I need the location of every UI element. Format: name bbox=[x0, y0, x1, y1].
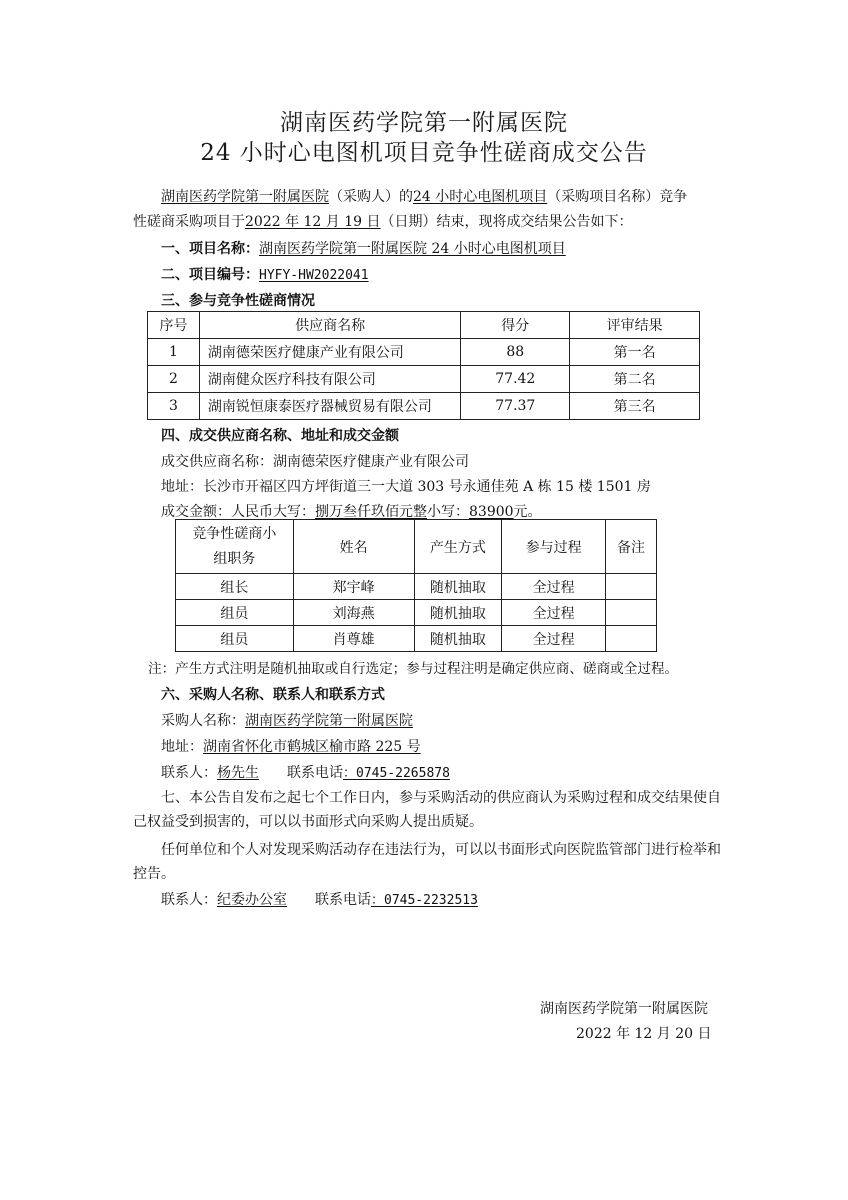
panel-role: 组长 bbox=[176, 574, 294, 600]
table-row bbox=[148, 339, 700, 366]
deal-amount-prefix: 成交金额：人民币大写： bbox=[161, 504, 315, 520]
bid-header-cell: 得分 bbox=[461, 312, 570, 339]
bid-index: 1 bbox=[148, 339, 200, 366]
bid-supplier: 湖南健众医疗科技有限公司 bbox=[199, 366, 460, 393]
winning-supplier-address: 地址：长沙市开福区四方坪街道三一大道 303 号永通佳苑 A 栋 15 楼 1501 房 bbox=[161, 479, 651, 495]
bid-result: 第二名 bbox=[570, 366, 700, 393]
section-1 bbox=[161, 238, 566, 258]
phone-label: 联系电话 bbox=[287, 765, 343, 781]
signature-org: 湖南医药学院第一附属医院 bbox=[540, 1001, 708, 1017]
panel-header-cell: 姓名 bbox=[293, 520, 414, 574]
bid-supplier: 湖南锐恒康泰医疗器械贸易有限公司 bbox=[199, 393, 460, 420]
bid-index: 3 bbox=[148, 393, 200, 420]
phone-value: ：0745-2265878 bbox=[343, 766, 450, 781]
table-note: 注：产生方式注明是随机抽取或自行选定；参与过程注明是确定供应商、磋商或全过程。 bbox=[148, 661, 679, 677]
bid-header-cell: 供应商名称 bbox=[199, 312, 460, 339]
bid-header-cell: 序号 bbox=[148, 312, 200, 339]
supervision-contact bbox=[161, 889, 478, 909]
complaint-paragraph: 任何单位和个人对发现采购活动存在违法行为，可以以书面形式向医院监管部门进行检举和控告。 bbox=[133, 842, 721, 882]
contact2-value: 纪委办公室 bbox=[217, 892, 287, 908]
panel-table-header bbox=[176, 520, 657, 574]
phone2-label: 联系电话 bbox=[315, 892, 371, 908]
title-line-2: 24 小时心电图机项目竞争性磋商成交公告 bbox=[200, 140, 648, 166]
contact-value: 杨先生 bbox=[217, 765, 259, 781]
intro-purchaser-tag: （采购人）的 bbox=[329, 189, 413, 205]
contact2-label: 联系人： bbox=[161, 892, 217, 908]
deal-amount bbox=[161, 501, 542, 521]
panel-process: 全过程 bbox=[502, 626, 606, 652]
intro-project: 24 小时心电图机项目 bbox=[413, 189, 548, 205]
panel-remark bbox=[606, 600, 657, 626]
deal-amount-mid: 小写： bbox=[427, 504, 469, 520]
bid-supplier: 湖南德荣医疗健康产业有限公司 bbox=[199, 339, 460, 366]
winning-supplier: 成交供应商名称：湖南德荣医疗健康产业有限公司 bbox=[161, 454, 469, 470]
panel-role: 组员 bbox=[176, 600, 294, 626]
purchaser-address bbox=[161, 736, 421, 756]
intro-line-2 bbox=[133, 211, 633, 231]
contact-label: 联系人： bbox=[161, 765, 217, 781]
panel-remark bbox=[606, 574, 657, 600]
bid-score: 77.42 bbox=[461, 366, 570, 393]
section-2-value: HYFY-HW2022041 bbox=[259, 268, 369, 283]
section-6-heading: 六、采购人名称、联系人和联系方式 bbox=[161, 687, 385, 703]
table-row bbox=[148, 366, 700, 393]
panel-header-cell: 竞争性磋商小组职务 bbox=[176, 520, 294, 574]
section-1-label: 一、项目名称： bbox=[161, 241, 259, 257]
signature-date: 2022 年 12 月 20 日 bbox=[576, 1026, 712, 1042]
intro-purchaser: 湖南医药学院第一附属医院 bbox=[161, 189, 329, 205]
bid-header-cell: 评审结果 bbox=[570, 312, 700, 339]
panel-name: 刘海燕 bbox=[293, 600, 414, 626]
panel-process: 全过程 bbox=[502, 600, 606, 626]
panel-process: 全过程 bbox=[502, 574, 606, 600]
bid-score: 88 bbox=[461, 339, 570, 366]
intro-project-tag: （采购项目名称）竞争 bbox=[547, 189, 688, 205]
panel-header-cell: 参与过程 bbox=[502, 520, 606, 574]
title-line-1: 湖南医药学院第一附属医院 bbox=[280, 110, 568, 136]
section-2 bbox=[161, 264, 369, 284]
bid-table-header bbox=[148, 312, 700, 339]
panel-header-cell: 产生方式 bbox=[414, 520, 502, 574]
panel-header-cell: 备注 bbox=[606, 520, 657, 574]
intro-line-1 bbox=[161, 186, 687, 206]
bid-result: 第三名 bbox=[570, 393, 700, 420]
table-row bbox=[176, 574, 657, 600]
purchaser-name-value: 湖南医药学院第一附属医院 bbox=[245, 713, 413, 729]
purchaser-name bbox=[161, 710, 413, 730]
table-row bbox=[176, 600, 657, 626]
intro-date: 2022 年 12 月 19 日 bbox=[245, 214, 381, 230]
deal-amount-suffix: 元。 bbox=[513, 504, 542, 520]
section-1-value: 湖南医药学院第一附属医院 24 小时心电图机项目 bbox=[259, 241, 566, 257]
bid-result: 第一名 bbox=[570, 339, 700, 366]
intro-line2-suffix: （日期）结束，现将成交结果公告如下： bbox=[380, 214, 633, 230]
section-7: 七、本公告自发布之起七个工作日内，参与采购活动的供应商认为采购过程和成交结果使自己权益受到损害的，可以以书面形式向采购人提出质疑。 bbox=[133, 790, 721, 830]
panel-method: 随机抽取 bbox=[414, 574, 502, 600]
purchaser-contact bbox=[161, 762, 450, 782]
bid-index: 2 bbox=[148, 366, 200, 393]
panel-method: 随机抽取 bbox=[414, 626, 502, 652]
table-row bbox=[176, 626, 657, 652]
deal-amount-number: 83900 bbox=[469, 504, 514, 520]
phone2-value: ：0745-2232513 bbox=[371, 893, 478, 908]
purchaser-address-value: 湖南省怀化市鹤城区榆市路 225 号 bbox=[203, 739, 421, 755]
section-4-heading: 四、成交供应商名称、地址和成交金额 bbox=[161, 428, 399, 444]
panel-name: 肖尊雄 bbox=[293, 626, 414, 652]
bid-score: 77.37 bbox=[461, 393, 570, 420]
panel-table bbox=[175, 519, 657, 652]
purchaser-name-label: 采购人名称： bbox=[161, 713, 245, 729]
section-3-heading: 三、参与竞争性磋商情况 bbox=[161, 293, 315, 309]
panel-role: 组员 bbox=[176, 626, 294, 652]
intro-line2-prefix: 性磋商采购项目于 bbox=[133, 214, 245, 230]
panel-method: 随机抽取 bbox=[414, 600, 502, 626]
panel-remark bbox=[606, 626, 657, 652]
bid-table bbox=[147, 311, 700, 420]
section-2-label: 二、项目编号： bbox=[161, 267, 259, 283]
panel-name: 郑宇峰 bbox=[293, 574, 414, 600]
purchaser-address-label: 地址： bbox=[161, 739, 203, 755]
table-row bbox=[148, 393, 700, 420]
deal-amount-words: 捌万叁仟玖佰元整 bbox=[315, 504, 427, 520]
